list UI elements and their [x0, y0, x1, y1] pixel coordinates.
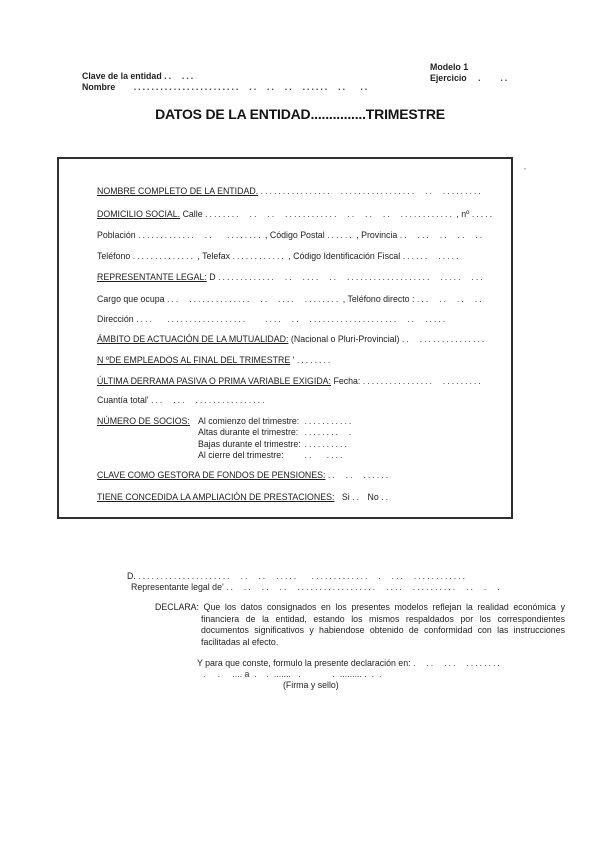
field-nombre-completo-label: NOMBRE COMPLETO DE LA ENTIDAD.: [97, 186, 259, 196]
field-telefono-directo-blank: ... .. .. ..: [416, 294, 484, 304]
field-poblacion-blank: ............. .. ........: [138, 230, 263, 240]
socios-item-comienzo: [198, 416, 353, 427]
field-telefono: [97, 251, 460, 262]
declaration-date-line: . . .... a . . ....... . . ......... . . .: [203, 669, 382, 679]
ampliacion-si-blank: ..: [352, 492, 362, 502]
field-derrama: [97, 376, 483, 387]
field-nombre-completo-blank: ................ ................. .. .........: [260, 186, 483, 196]
field-direccion-blank: .... .................. .... .. .................... .. .....: [136, 314, 448, 324]
field-ampliacion: [97, 492, 390, 503]
field-telefax-label: , Telefax: [197, 251, 230, 261]
field-cuantia-blank: ... ... ................: [151, 395, 267, 405]
nombre-line: [82, 82, 369, 93]
field-empleados-blank: ........: [296, 355, 333, 365]
field-empleados-label: N ºDE EMPLEADOS AL FINAL DEL TRIMESTRE: [97, 355, 291, 365]
field-telefax-blank: ............: [232, 251, 286, 261]
scan-artifact: ”: [524, 168, 527, 175]
socios-bajas-label: Bajas durante el trimestre:: [198, 438, 301, 449]
socios-item-altas: [198, 427, 353, 438]
field-calle-label: Calle: [182, 209, 203, 219]
field-representante-label: REPRESENTANTE LEGAL:: [97, 272, 207, 282]
field-ambito-label: ÁMBITO DE ACTUACIÓN DE LA MUTUALIDAD:: [97, 334, 289, 344]
field-telefono-blank: ..............: [132, 251, 195, 261]
field-ambito: [97, 334, 486, 345]
socios-cierre-label: Al cierre del trimestre:: [198, 449, 284, 460]
declarant-role-blank: .. .. .. .. .................. .... .......... .. . .: [226, 582, 502, 592]
declaration-place-line: [197, 658, 502, 669]
field-provincia-blank: .. ... .. .. ..: [399, 230, 485, 240]
ampliacion-no-label: No: [367, 492, 379, 502]
conste-blank: . .. ... ........: [413, 658, 502, 668]
field-numero-socios-label-row: [97, 416, 190, 427]
field-cif-label: , Código Identificación Fiscal: [288, 251, 401, 261]
ampliacion-si-label: Si: [341, 492, 350, 502]
signature-caption: (Firma y sello): [283, 680, 339, 690]
field-telefono-directo-label: , Teléfono directo :: [342, 294, 415, 304]
field-clave-gestora-label: CLAVE COMO GESTORA DE FONDOS DE PENSIONES:: [97, 470, 326, 480]
socios-altas-label: Altas durante el trimestre:: [198, 427, 299, 438]
declarant-name-blank: ..................... .. .. ..... ............. . ... ............: [138, 571, 468, 581]
field-codigo-postal-label: , Código Postal: [264, 230, 325, 240]
field-telefono-label: Teléfono: [97, 251, 131, 261]
form-title: DATOS DE LA ENTIDAD...............TRIMESTRE: [155, 106, 445, 122]
socios-item-cierre: [198, 450, 353, 461]
ejercicio-blank: . ..: [478, 73, 510, 83]
nombre-blank: ........................ .. .. .. ...... .. ..: [133, 82, 370, 92]
socios-bajas-blank: ..........: [304, 438, 349, 449]
field-representante-legal: [97, 272, 485, 283]
field-cargo-blank: ... .............. .. .... ........: [166, 294, 341, 304]
conste-text: Y para que conste, formulo la presente declaración en:: [197, 658, 411, 668]
clave-entidad-line: [82, 71, 195, 82]
field-empleados-tick: ': [292, 355, 295, 365]
field-provincia-label: , Provincia: [356, 230, 398, 240]
socios-altas-blank: ........ .: [304, 427, 354, 438]
field-calle-blank: ........ .. .. ............ .. .. .. ............: [205, 209, 454, 219]
field-ampliacion-label: TIENE CONCEDIDA LA AMPLIACIÓN DE PRESTACIONES:: [97, 492, 335, 502]
field-cargo: [97, 294, 484, 305]
declara-label: DECLARA:: [155, 602, 199, 612]
field-fecha-blank: ................ .........: [362, 376, 483, 386]
socios-comienzo-label: Al comienzo del trimestre:: [198, 416, 300, 426]
declarant-role-label: Representante legal de': [131, 582, 224, 592]
field-poblacion-label: Población: [97, 230, 136, 240]
field-cuantia: [97, 395, 267, 406]
field-fecha-label: Fecha:: [333, 376, 361, 386]
field-derrama-label: ÚLTIMA DERRAMA PASIVA O PRIMA VARIABLE EXIGIDA:: [97, 376, 331, 386]
field-clave-gestora: [97, 470, 390, 481]
declarant-name-line: [127, 571, 467, 582]
field-cuantia-label: Cuantía total': [97, 395, 149, 405]
modelo-label: Modelo 1: [430, 62, 469, 72]
declarant-role-line: [131, 582, 502, 593]
ampliacion-no-blank: ..: [381, 492, 391, 502]
field-clave-gestora-blank: .. .. ......: [327, 470, 391, 480]
ejercicio-label: Ejercicio: [430, 73, 467, 83]
field-numero-socios-label: NÚMERO DE SOCIOS:: [97, 416, 190, 426]
declara-text: Que los datos consignados en los presentes modelos reflejan la realidad económica y financiera de la entidad, estando los mismos respaldados por los correspondientes documentos significativos y habiendose obtenido de conformidad con las instrucciones facilitadas al efecto.: [201, 602, 565, 647]
field-representante-blank: ............. .. .... .. ................... ..... ...: [218, 272, 485, 282]
clave-entidad-label: Clave de la entidad: [82, 71, 162, 81]
field-direccion-label: Dirección: [97, 314, 134, 324]
field-cargo-label: Cargo que ocupa: [97, 294, 165, 304]
socios-cierre-blank: .. ....: [304, 449, 345, 460]
field-representante-d: D: [209, 272, 216, 282]
field-poblacion: [97, 230, 484, 241]
nombre-label: Nombre: [82, 82, 116, 92]
field-ambito-hint: (Nacional o Pluri-Provincial): [290, 334, 400, 344]
socios-comienzo-blank: ...........: [304, 416, 354, 426]
field-numero-blank: .....: [471, 209, 495, 219]
numero-socios-items: [198, 416, 353, 461]
declaration-paragraph: [155, 602, 565, 648]
field-direccion: [97, 314, 447, 325]
field-cif-blank: ...... .....: [402, 251, 461, 261]
socios-item-bajas: [198, 439, 353, 450]
field-empleados: [97, 355, 332, 366]
field-domicilio-label: DOMICILIO SOCIAL.: [97, 209, 181, 219]
field-numero-label: , nº: [456, 209, 470, 219]
declarant-d-label: D.: [127, 571, 136, 581]
ejercicio-line: [430, 73, 509, 84]
entity-data-box: [57, 157, 513, 519]
field-codigo-postal-blank: ......: [327, 230, 354, 240]
field-ambito-blank: .. ...............: [401, 334, 487, 344]
field-domicilio-social: [97, 209, 494, 220]
field-nombre-completo: [97, 186, 483, 197]
clave-entidad-blank: .. ...: [164, 71, 196, 81]
